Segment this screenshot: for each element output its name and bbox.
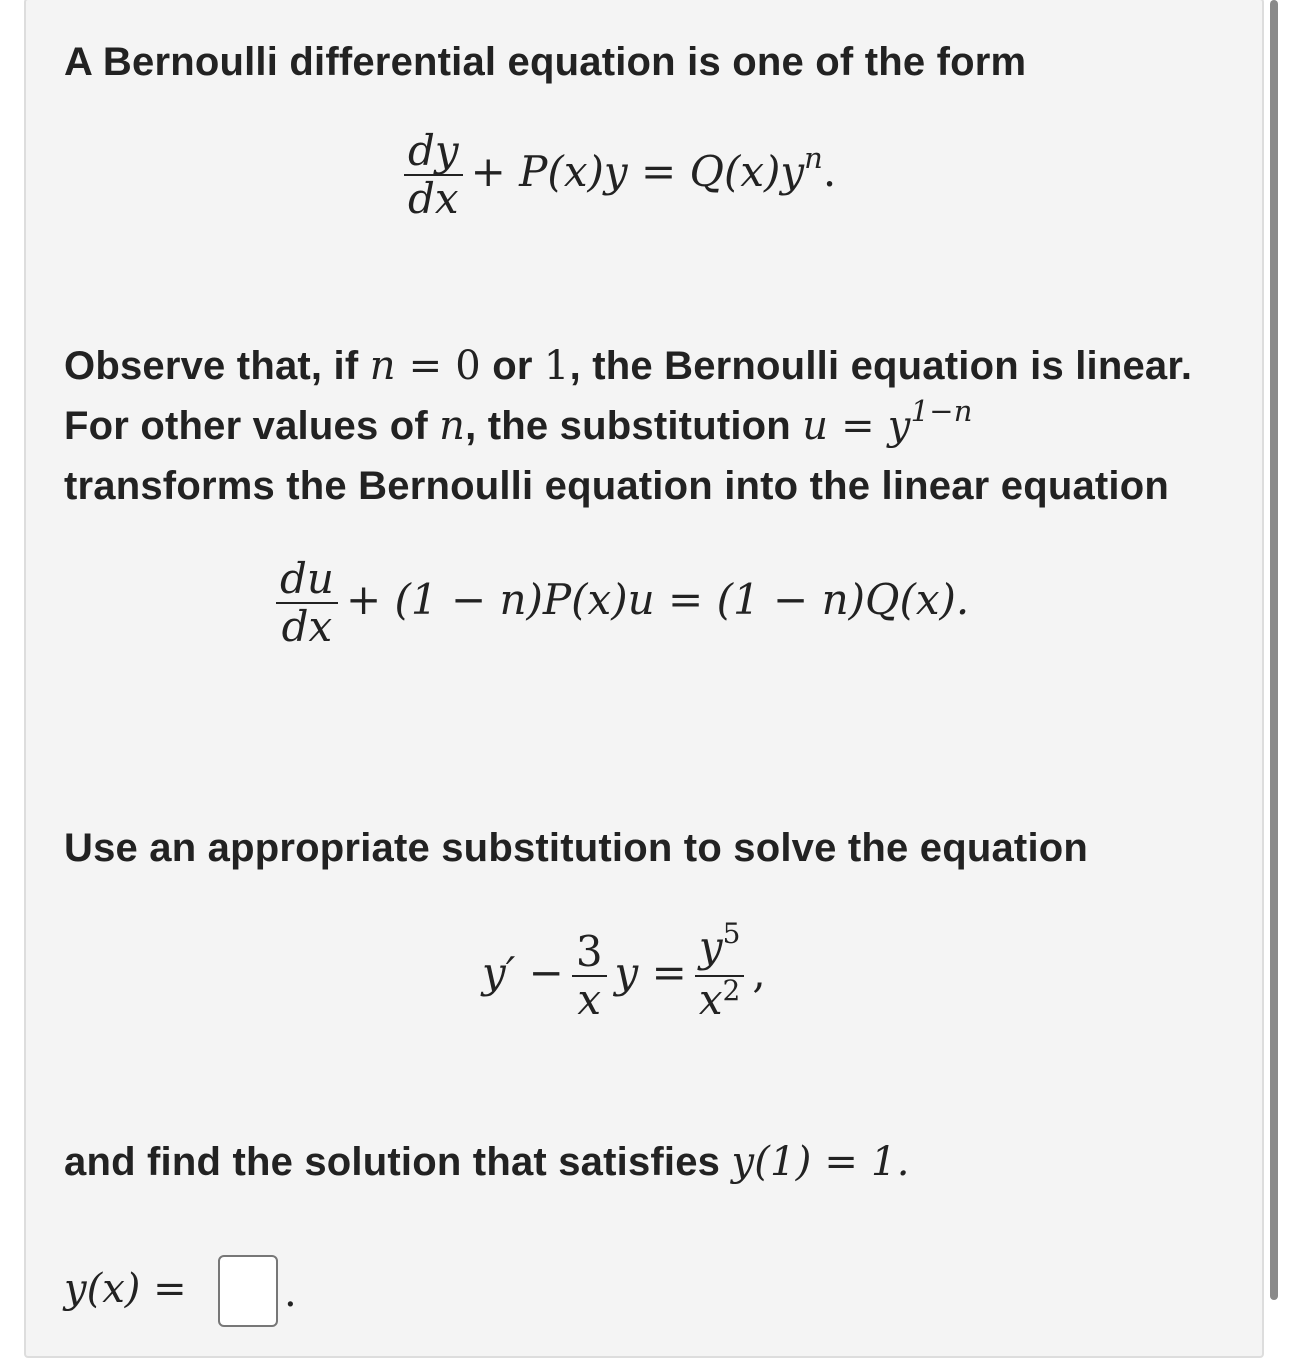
observe-line-3: transforms the Bernoulli equation into the linear equation xyxy=(64,464,1170,508)
fraction-numerator: dy xyxy=(408,126,459,175)
rhs-denominator-exponent: 2 xyxy=(722,974,741,1007)
scrollbar[interactable] xyxy=(1270,0,1278,1300)
answer-period: . xyxy=(284,1270,297,1316)
fraction-numerator: du xyxy=(280,554,334,603)
equation-end: . xyxy=(822,147,837,196)
equation-end: , xyxy=(752,948,766,997)
equation-rest: + P(x)y = Q(x)y xyxy=(470,147,805,196)
rhs-numerator-exponent: 5 xyxy=(722,917,741,950)
intro-text: A Bernoulli differential equation is one of the form xyxy=(64,40,1027,84)
three-over-x-fraction xyxy=(572,929,607,1023)
fraction-denominator: dx xyxy=(404,174,463,222)
condition-text: and find the solution that satisfies y(1) = 1. xyxy=(64,1139,910,1185)
fraction-denominator: x xyxy=(572,975,607,1023)
answer-input[interactable] xyxy=(218,1255,278,1327)
observe-line-2: For other values of n, the substitution $u = y^{1-n}$ xyxy=(64,394,973,449)
equation-lhs: y′ − xyxy=(482,948,564,997)
answer-label: y(x) = xyxy=(64,1266,187,1312)
given-equation xyxy=(482,917,766,1028)
initial-condition: y(1) = 1. xyxy=(731,1139,910,1185)
task-text: Use an appropriate substitution to solve the equation xyxy=(64,826,1089,870)
equation-rest: + (1 − n)P(x)u = (1 − n)Q(x). xyxy=(345,575,970,624)
exponent: n xyxy=(804,141,823,175)
observe-line-1: Observe that, if n = 0 or 1, the Bernoulli equation is linear. xyxy=(64,343,1193,389)
rhs-denominator: x xyxy=(698,975,723,1024)
bernoulli-equation xyxy=(396,128,836,222)
du-dx-fraction xyxy=(276,556,338,650)
linear-equation xyxy=(268,556,969,650)
dy-dx-fraction xyxy=(404,128,463,222)
rhs-numerator: y xyxy=(698,922,723,971)
rhs-fraction xyxy=(695,917,745,1028)
fraction-denominator: dx xyxy=(276,602,338,650)
equation-mid: y = xyxy=(614,948,687,997)
fraction-numerator: 3 xyxy=(575,927,603,976)
